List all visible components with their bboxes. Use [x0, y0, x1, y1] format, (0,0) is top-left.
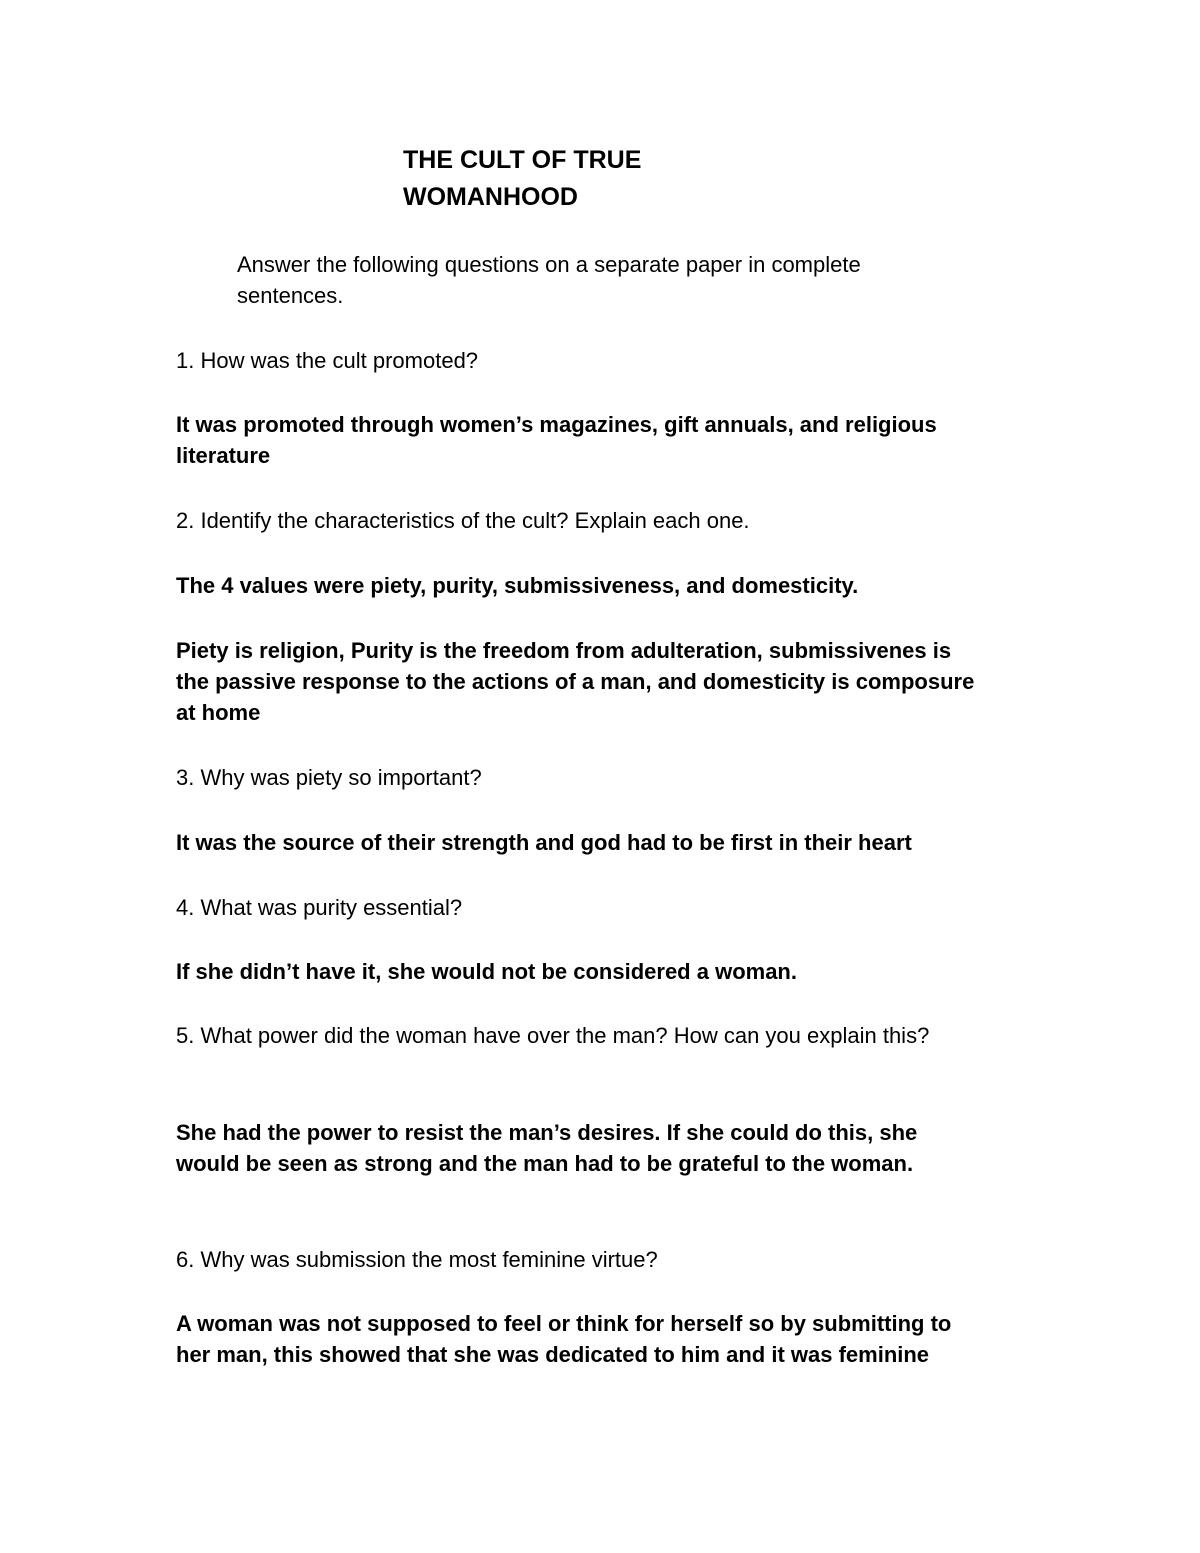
answer-3: It was the source of their strength and god had to be first in their heart: [176, 830, 912, 855]
answer-2b: Piety is religion, Purity is the freedom from adulteration, submissivenes is the passive response to the actions of a man, and domesticity is composure at home: [176, 638, 975, 725]
answer-6: A woman was not supposed to feel or think for herself so by submitting to her man, this showed that she was dedicated to him and it was feminine: [176, 1311, 952, 1367]
question-1: 1. How was the cult promoted?: [176, 348, 479, 373]
question-2: 2. Identify the characteristics of the cult? Explain each one.: [176, 508, 750, 533]
title-line-1: THE CULT OF TRUE: [403, 146, 642, 174]
question-4: 4. What was purity essential?: [176, 895, 463, 920]
question-3: 3. Why was piety so important?: [176, 765, 482, 790]
title-line-2: WOMANHOOD: [403, 183, 578, 211]
page-title: [403, 142, 641, 216]
question-5: 5. What power did the woman have over the man? How can you explain this?: [176, 1023, 930, 1048]
question-6: 6. Why was submission the most feminine virtue?: [176, 1247, 658, 1272]
instructions: Answer the following questions on a separate paper in complete sentences.: [237, 252, 861, 308]
answer-4: If she didn’t have it, she would not be considered a woman.: [176, 959, 797, 984]
answer-5: She had the power to resist the man’s desires. If she could do this, she would be seen as strong and the man had to be grateful to the woman.: [176, 1120, 918, 1176]
answer-1: It was promoted through women’s magazines, gift annuals, and religious literature: [176, 412, 937, 468]
answer-2a: The 4 values were piety, purity, submissiveness, and domesticity.: [176, 573, 859, 598]
